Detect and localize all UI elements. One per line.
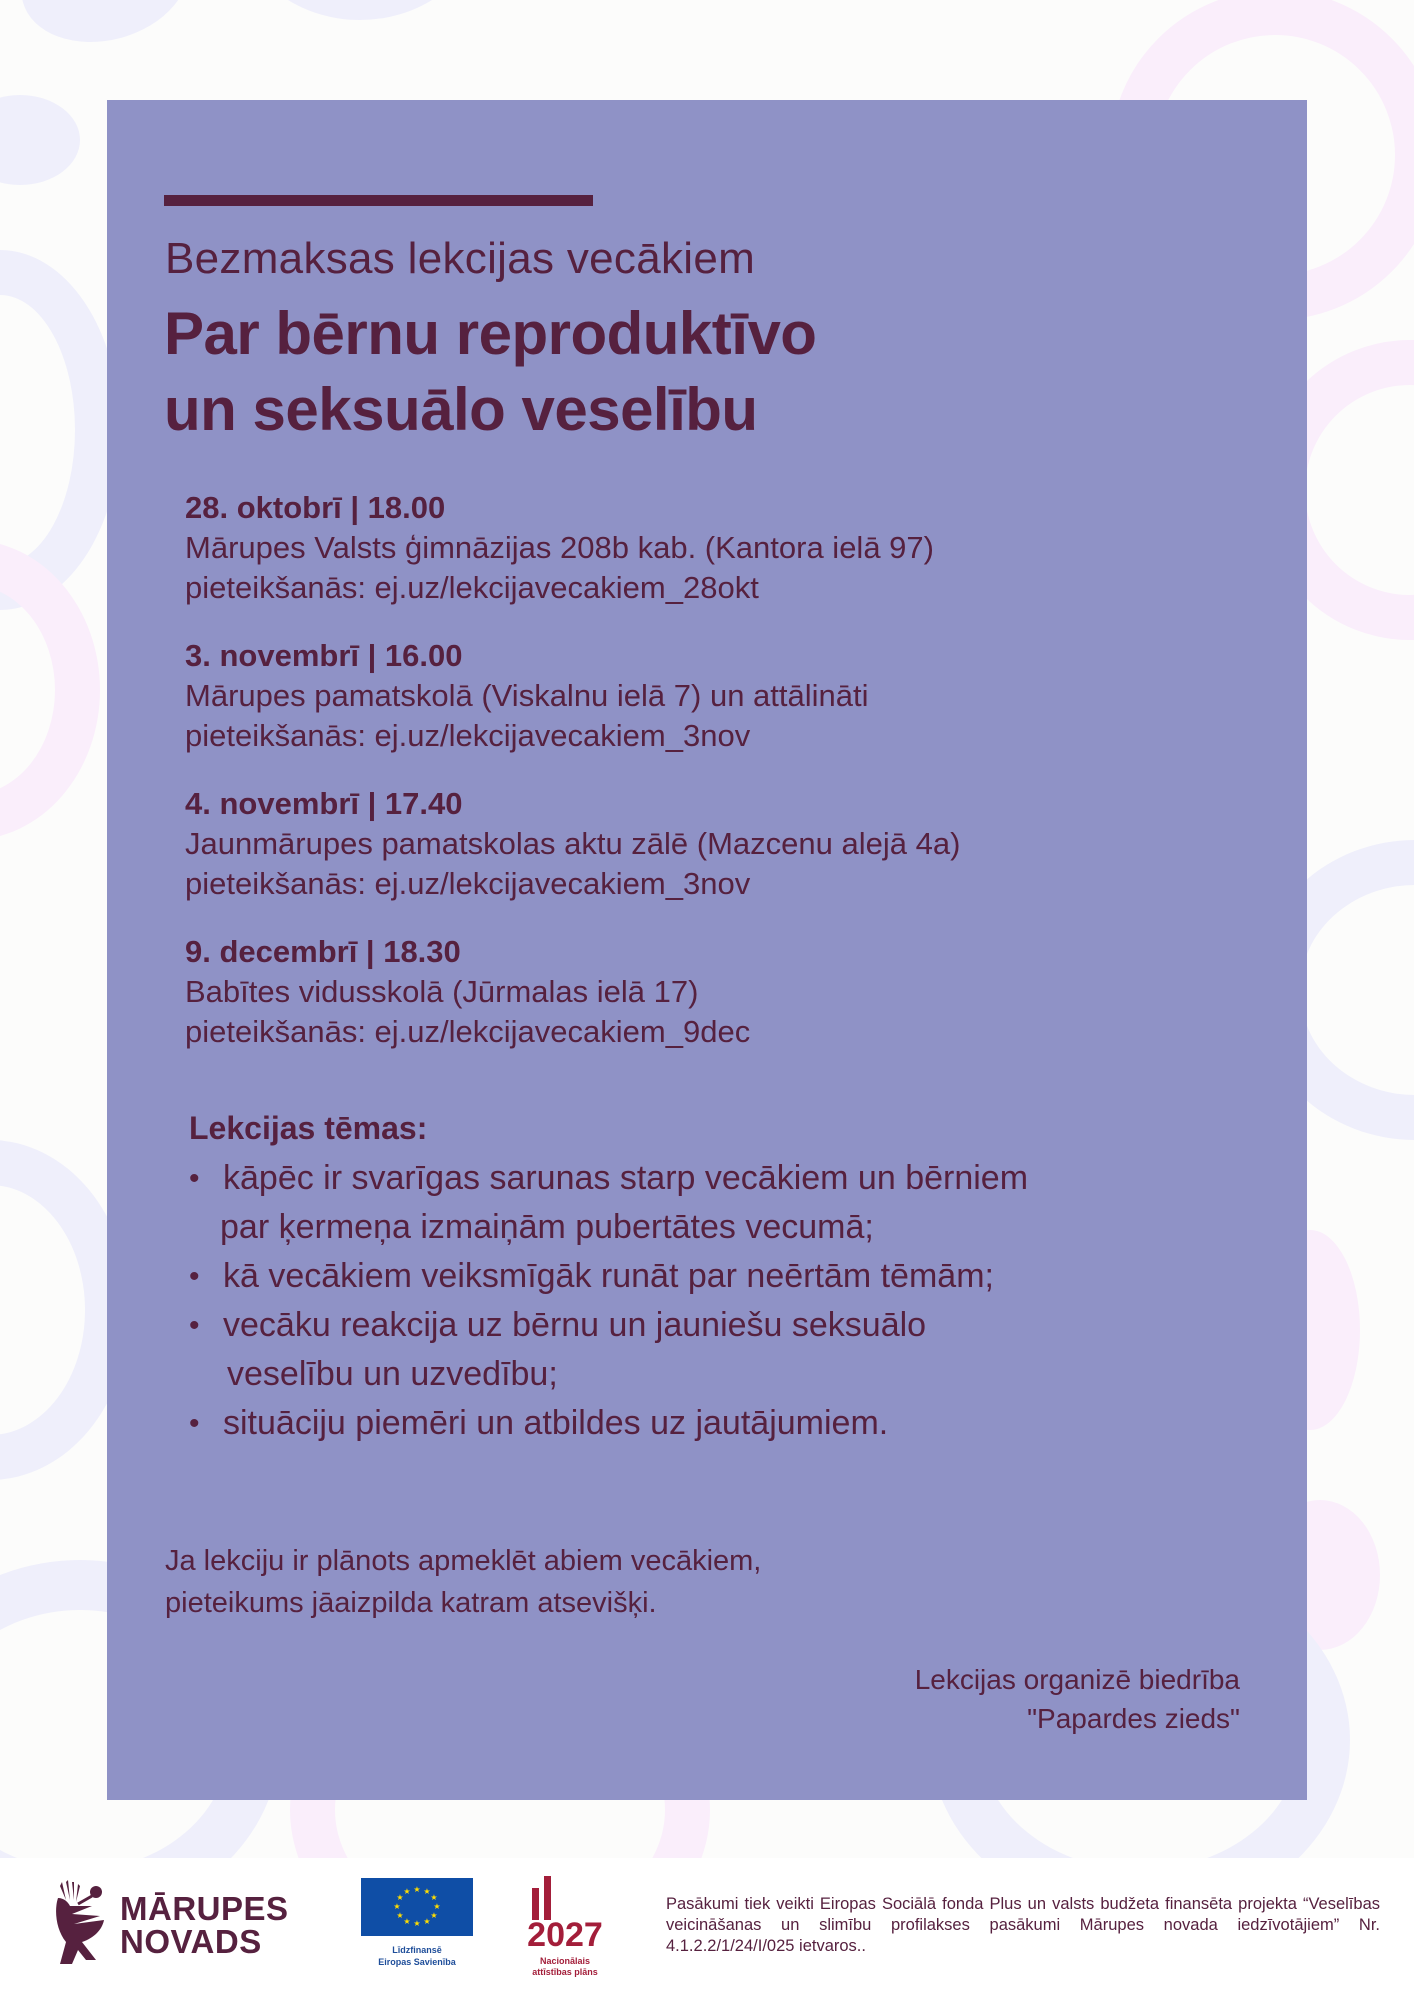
subtitle: Bezmaksas lekcijas vecākiem <box>165 234 756 283</box>
nap-caption: Nacionālais attīstības plāns <box>532 1956 598 1977</box>
svg-text:★: ★ <box>423 1917 431 1926</box>
session-location: Mārupes pamatskolā (Viskalnu ielā 7) un attālināti <box>185 678 869 713</box>
svg-text:★: ★ <box>396 1893 404 1902</box>
session-date-time: 4. novembrī | 17.40 <box>185 786 463 821</box>
session-item <box>185 784 960 904</box>
page-title <box>164 296 816 448</box>
title-accent-rule <box>164 195 593 206</box>
topic-item: • situāciju piemēri un atbildes uz jautājumiem. <box>189 1399 1028 1448</box>
session-registration-link[interactable]: pieteikšanās: ej.uz/lekcijavecakiem_3nov <box>185 866 751 901</box>
session-item <box>185 636 869 756</box>
session-registration-link[interactable]: pieteikšanās: ej.uz/lekcijavecakiem_3nov <box>185 718 751 753</box>
svg-text:★: ★ <box>413 1919 421 1928</box>
topics-list <box>189 1154 1028 1448</box>
svg-text:★: ★ <box>433 1902 441 1911</box>
session-item <box>185 932 750 1052</box>
session-location: Babītes vidusskolā (Jūrmalas ielā 17) <box>185 974 699 1009</box>
session-date-time: 9. decembrī | 18.30 <box>185 934 461 969</box>
svg-text:★: ★ <box>403 1887 411 1896</box>
eu-logo-caption: Līdzfinansē Eiropas Savienība <box>378 1945 456 1967</box>
svg-text:★: ★ <box>423 1887 431 1896</box>
organizer-credit: Lekcijas organizē biedrība "Papardes zieds" <box>914 1664 1240 1734</box>
session-item <box>185 488 934 608</box>
session-date-time: 28. oktobrī | 18.00 <box>185 490 446 525</box>
bird-emblem-icon <box>52 1880 114 1964</box>
topic-item: • kāpēc ir svarīgas sarunas starp vecākiem un bērniem par ķermeņa izmaiņām pubertātes vecumā; <box>189 1154 1028 1252</box>
national-development-plan-logo <box>520 1876 610 1986</box>
svg-text:★: ★ <box>413 1885 421 1894</box>
svg-text:★: ★ <box>396 1911 404 1920</box>
title-line-2: un seksuālo veselību <box>164 376 758 443</box>
funding-disclaimer: Pasākumi tiek veikti Eiropas Sociālā fonda Plus un valsts budžeta finansēta projekta “Veselības veicināšanas un slimību profilakses pasākumi Mārupes novada iedzīvotājiem” Nr. 4.1.2.2/1/24/I/025 ietvaros.. <box>666 1895 1380 1955</box>
session-registration-link[interactable]: pieteikšanās: ej.uz/lekcijavecakiem_28okt <box>185 570 759 605</box>
title-line-1: Par bērnu reproduktīvo <box>164 300 817 367</box>
nap-bars-icon <box>528 1876 558 1920</box>
footer <box>0 1858 1414 2000</box>
topic-item: • kā vecākiem veiksmīgāk runāt par neērtām tēmām; <box>189 1252 1028 1301</box>
session-date-time: 3. novembrī | 16.00 <box>185 638 463 673</box>
eu-flag-icon <box>361 1878 473 1936</box>
marupes-logo-text: MĀRUPES NOVADS <box>120 1890 289 1960</box>
svg-text:★: ★ <box>430 1911 438 1920</box>
session-location: Jaunmārupes pamatskolas aktu zālē (Mazcenu alejā 4a) <box>185 826 961 861</box>
nap-year: 2027 <box>527 1916 603 1954</box>
svg-text:★: ★ <box>430 1893 438 1902</box>
svg-text:★: ★ <box>403 1917 411 1926</box>
session-registration-link[interactable]: pieteikšanās: ej.uz/lekcijavecakiem_9dec <box>185 1014 751 1049</box>
svg-text:★: ★ <box>393 1902 401 1911</box>
topics-heading: Lekcijas tēmas: <box>189 1110 428 1146</box>
registration-note: Ja lekciju ir plānots apmeklēt abiem vecākiem, pieteikums jāaizpilda katram atsevišķi. <box>165 1545 762 1619</box>
topic-item: • vecāku reakcija uz bērnu un jauniešu seksuālo veselību un uzvedību; <box>189 1301 1028 1399</box>
marupes-novads-logo <box>52 1880 292 1970</box>
session-location: Mārupes Valsts ģimnāzijas 208b kab. (Kantora ielā 97) <box>185 530 934 565</box>
content-panel <box>107 100 1307 1800</box>
eu-cofunding-logo <box>361 1878 473 1978</box>
